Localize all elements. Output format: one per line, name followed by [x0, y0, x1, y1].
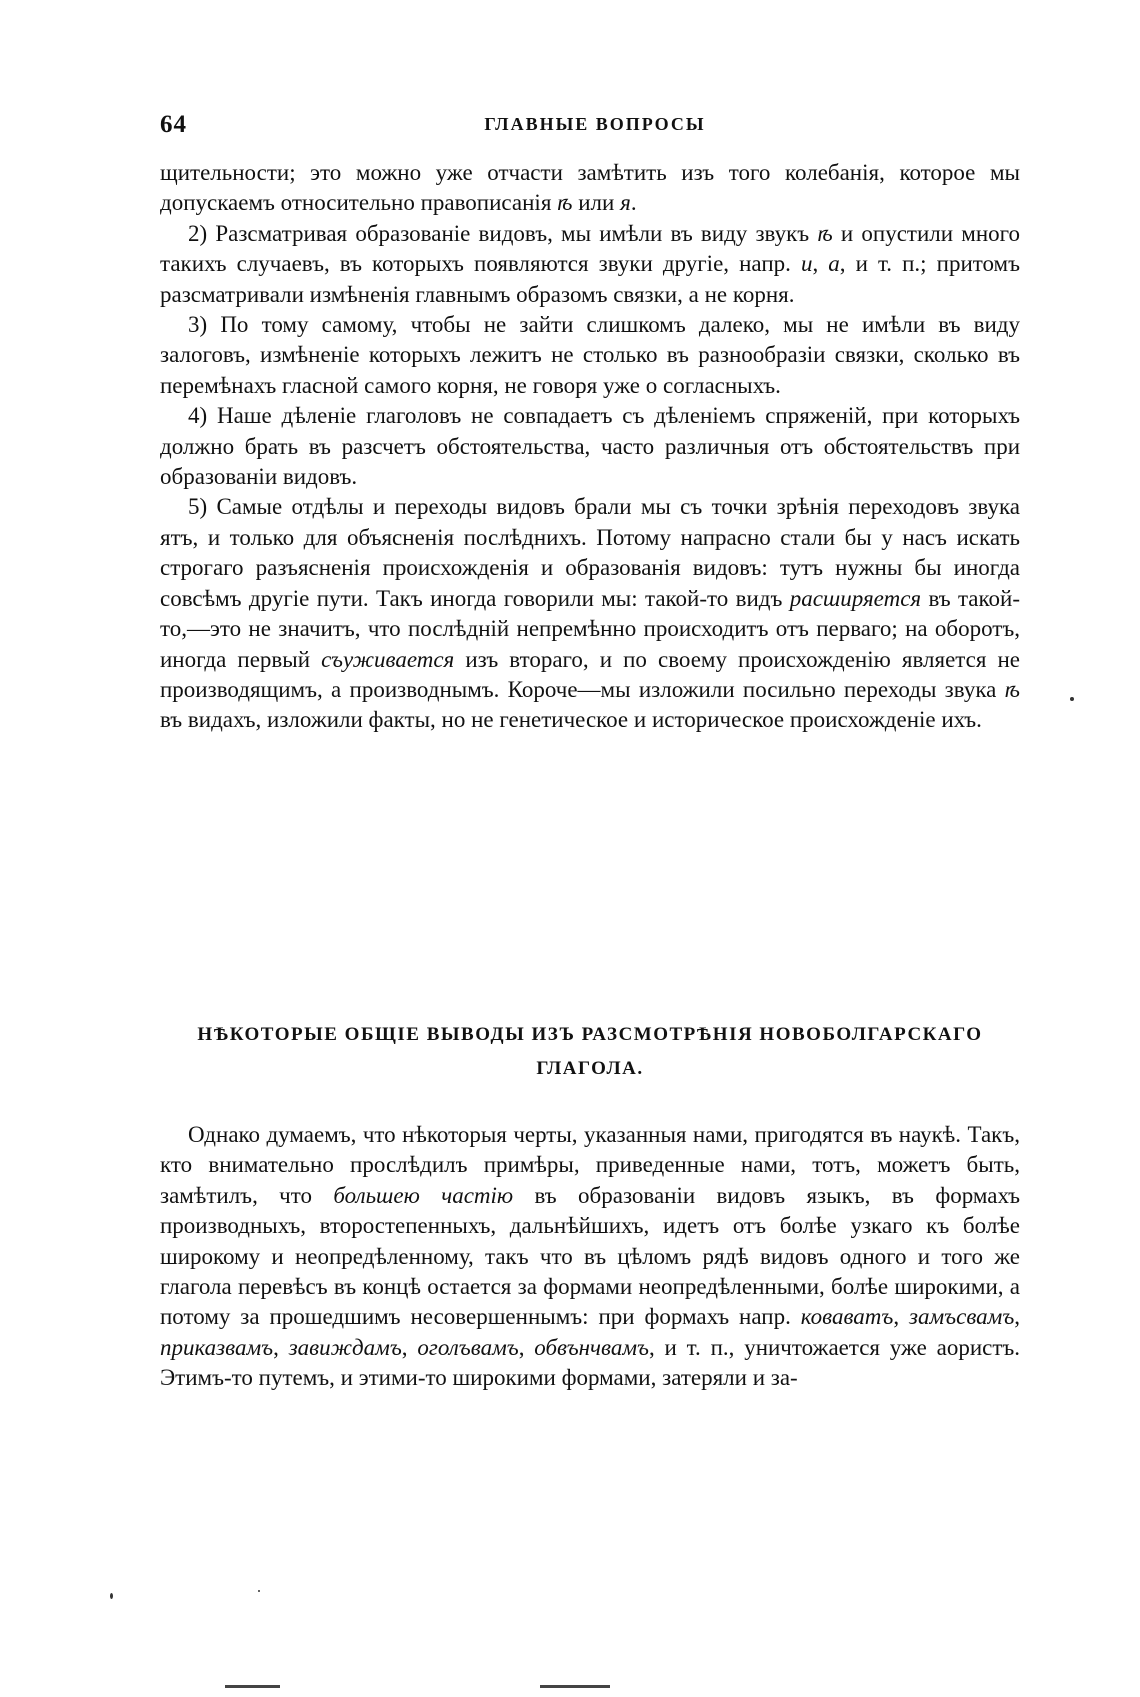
paragraph-item-5: 5) Самые отдѣлы и переходы видовъ брали мы съ точки зрѣнія переходовъ звука ятъ, и только для объясненія послѣднихъ. Потому напрасно стали бы у насъ искать строгаго разъясненія происхожденія и образованія видовъ: тутъ нужны бы иногда совсѣмъ другіе пути. Такъ иногда говорили мы: такой-то видъ расширяется въ такой-то,—это не значитъ, что послѣдній непремѣнно происходитъ отъ перваго; на оборотъ, иногда первый съуживается изъ втораго, и по своему происхожденію является не производящимъ, а производнымъ. Короче—мы изложили посильно переходы звука ѣ въ видахъ, изложили факты, но не генетическое и историческое происхожденіе ихъ.: [160, 494, 1020, 733]
scan-edge-mark: [225, 1685, 280, 1688]
page-number: 64: [160, 111, 187, 138]
running-head: [160, 111, 1030, 145]
body-text-top: [160, 158, 1020, 736]
paragraph-item-2: 2) Разсматривая образованіе видовъ, мы имѣли въ виду звукъ ѣ и опустили много такихъ случаевъ, въ которыхъ появляются звуки другіе, напр. и, а, и т. п.; притомъ разсматривали измѣненія главнымъ образомъ связки, а не корня.: [160, 220, 1021, 307]
paragraph-continuation: щительности; это можно уже отчасти замѣтить изъ того колебанія, которое мы допускаемъ относительно правописанія ѣ или я.: [160, 160, 1020, 216]
body-text-bottom: [160, 1120, 1020, 1394]
paragraph-conclusions: Однако думаемъ, что нѣкоторыя черты, указанныя нами, пригодятся въ наукѣ. Такъ, кто внимательно прослѣдилъ примѣры, приведенные нами, тотъ, можетъ быть, замѣтилъ, что большею частію въ образованіи видовъ языкъ, въ формахъ производныхъ, второстепенныхъ, дальнѣйшихъ, идетъ отъ болѣе узкаго къ болѣе широкому и неопредѣленному, такъ что въ цѣломъ рядѣ видовъ одного и того же глагола перевѣсъ въ концѣ остается за формами неопредѣленными, болѣе широкими, а потому за прошедшимъ несовершеннымъ: при формахъ напр. коваваmъ, замъсвамъ, приказвамъ, завиждамъ, оголъвамъ, обвънчвамъ, и т. п., уничтожается уже аористъ. Этимъ-то путемъ, и этими-то широкими формами, затеряли и за-: [160, 1122, 1021, 1391]
scan-speck: [110, 1593, 113, 1599]
scan-edge-mark: [540, 1685, 610, 1688]
scan-speck: [258, 1590, 260, 1592]
scan-speck: [1070, 697, 1074, 701]
section-heading: НѢКОТОРЫЕ ОБЩІЕ ВЫВОДЫ ИЗЪ РАЗСМОТРѢНІЯ НОВОБОЛГАРСКАГО ГЛАГОЛА.: [197, 1024, 983, 1079]
running-title: ГЛАВНЫЕ ВОПРОСЫ: [484, 114, 706, 134]
paragraph-item-3: 3) По тому самому, чтобы не зайти слишкомъ далеко, мы не имѣли въ виду залоговъ, измѣненіе которыхъ лежитъ не столько въ разнообразіи связки, сколько въ перемѣнахъ гласной самого корня, не говоря уже о согласныхъ.: [160, 312, 1020, 398]
paragraph-item-4: 4) Наше дѣленіе глаголовъ не совпадаетъ съ дѣленіемъ спряженій, при которыхъ должно брать въ разсчетъ обстоятельства, часто различныя отъ обстоятельствъ при образованіи видовъ.: [160, 403, 1020, 490]
